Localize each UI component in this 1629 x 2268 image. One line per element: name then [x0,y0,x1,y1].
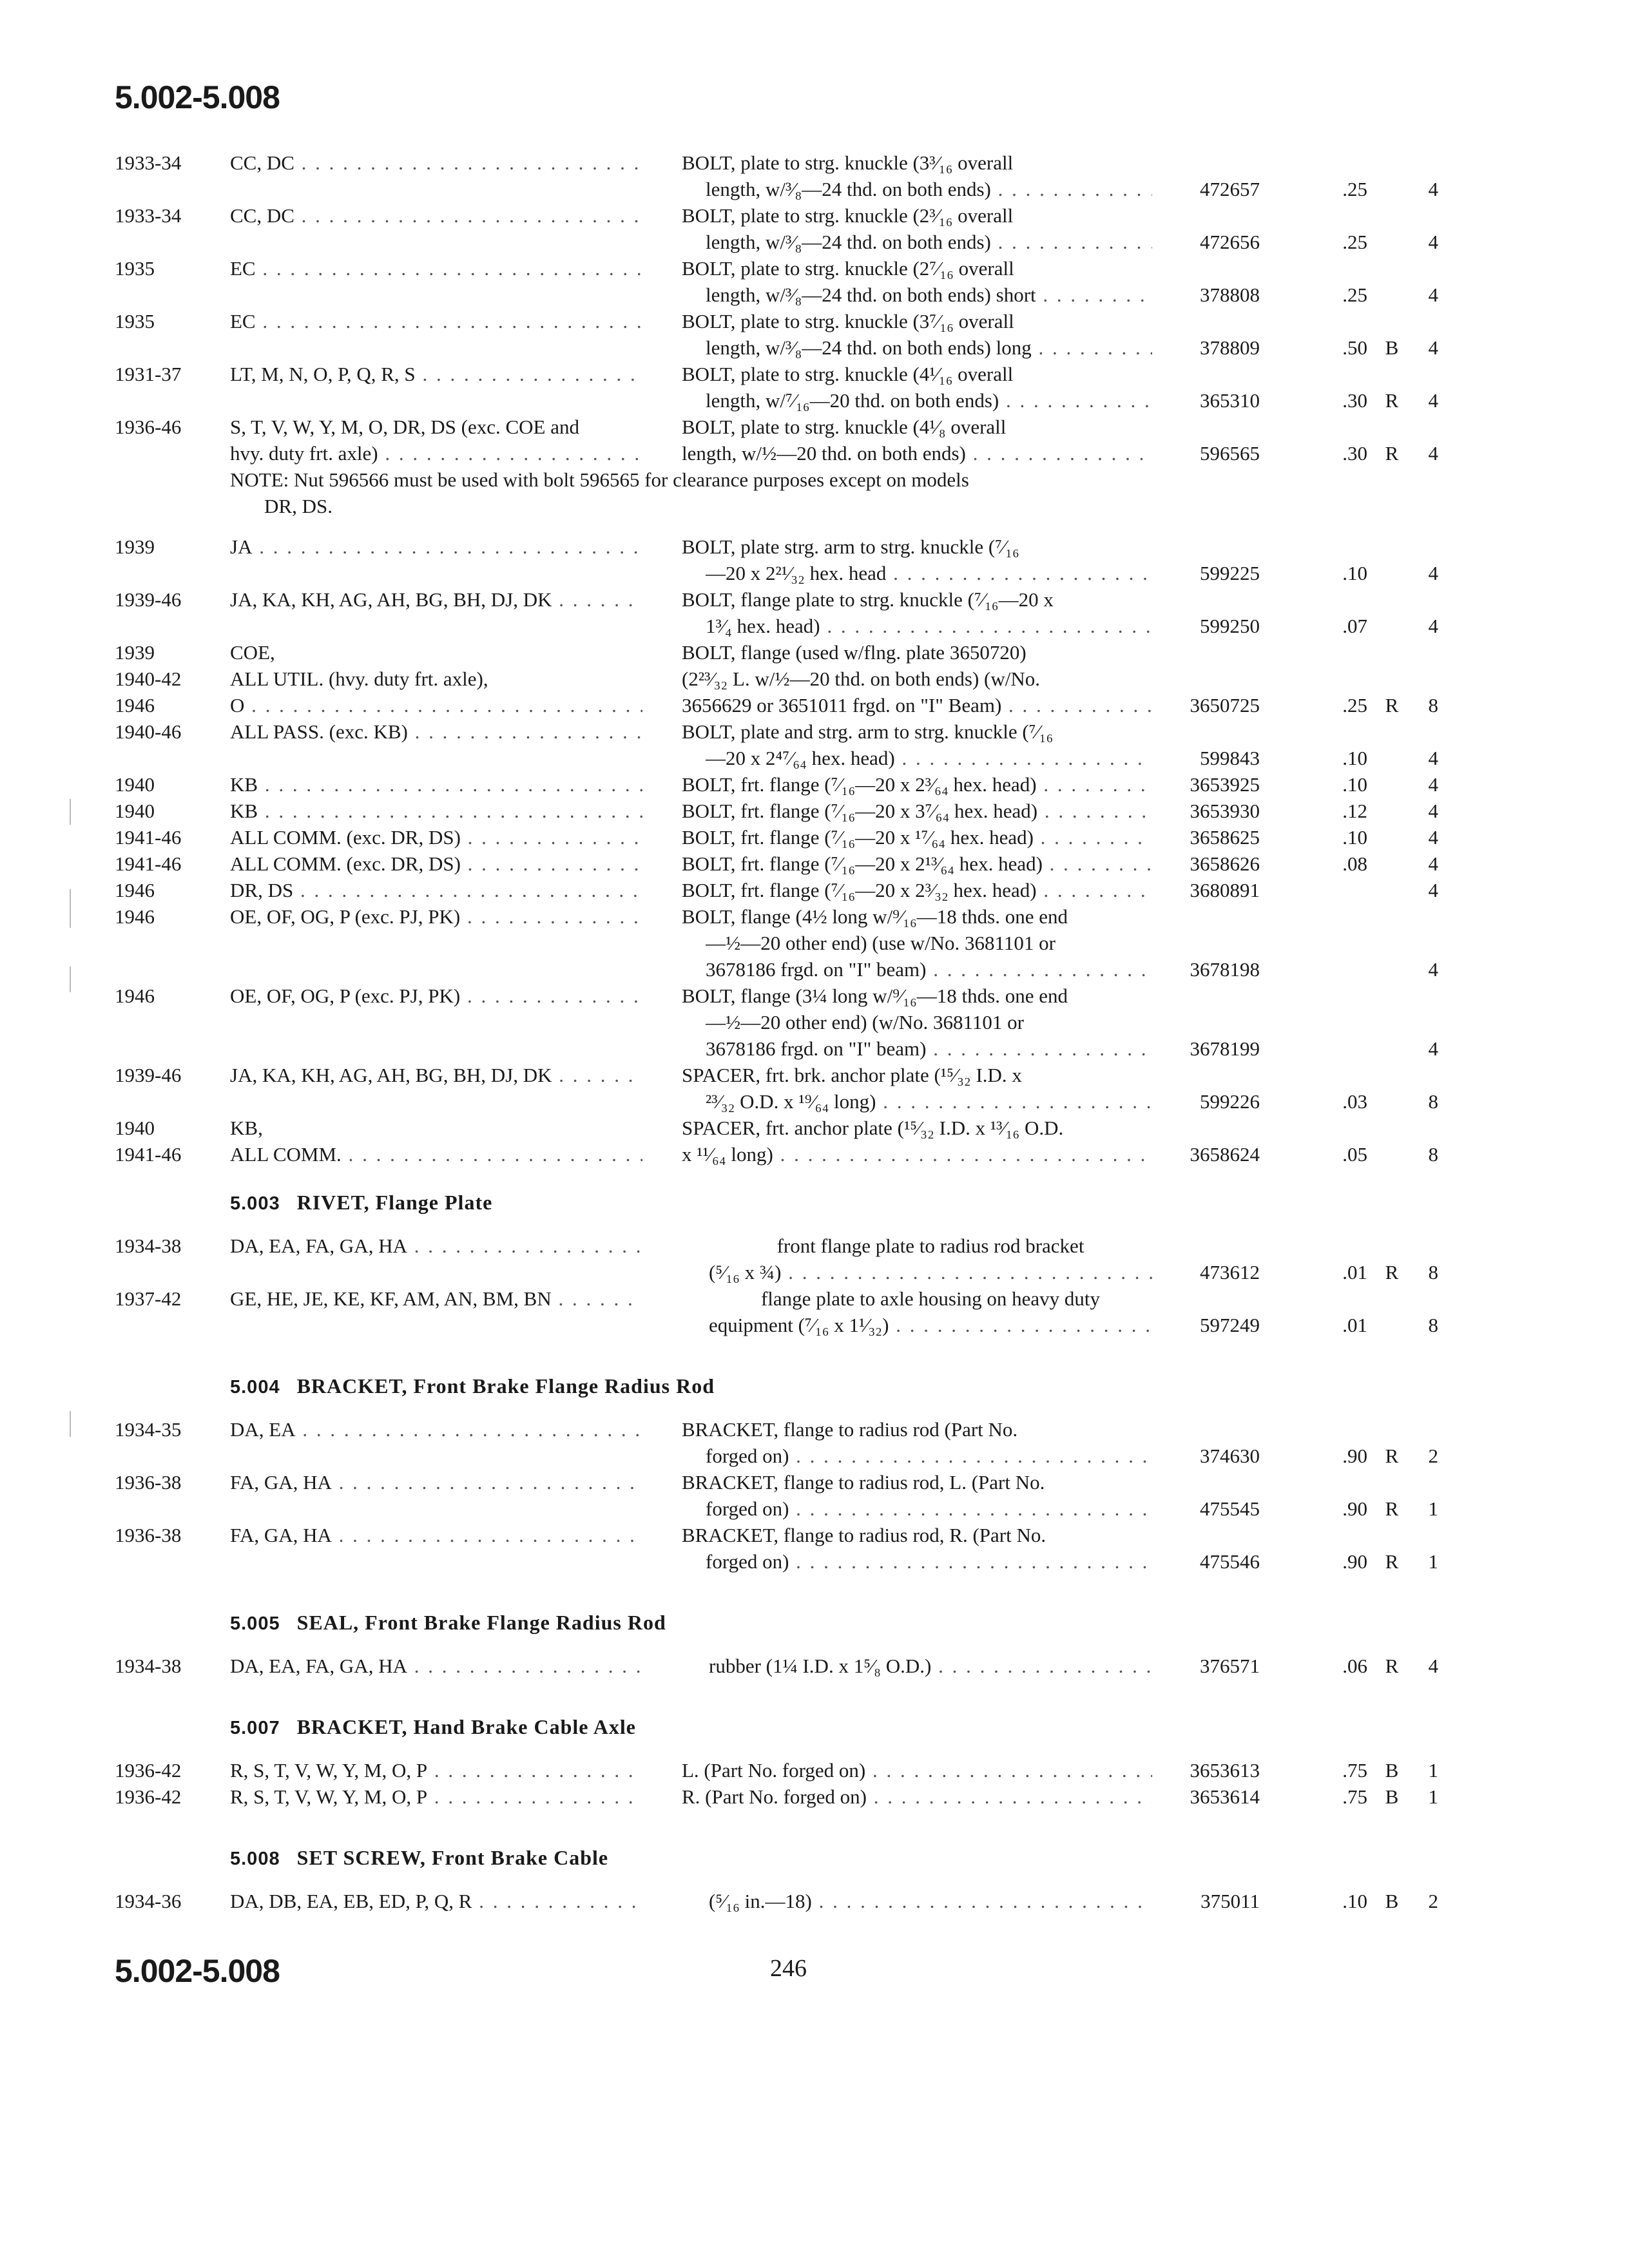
model-codes: DA, EA, FA, GA, HA . . . [230,1653,642,1680]
list-price: .01 [1342,1314,1367,1336]
quantity: 4 [1428,747,1438,769]
part-number: 475546 [1200,1550,1260,1573]
list-price: .75 [1342,1759,1367,1782]
part-description: 1³⁄₄ hex. head) . . . [706,613,1152,640]
model-codes: DA, DB, EA, EB, ED, P, Q, R . . . [230,1888,642,1915]
part-description: —½—20 other end) (w/No. 3681101 or [706,1011,1024,1033]
scan-mark [70,799,71,825]
price-code: R [1385,442,1399,465]
model-year: 1936-46 [115,416,182,438]
part-number: 597249 [1200,1314,1260,1336]
part-description: forged on) . . . [706,1495,1152,1523]
quantity: 2 [1428,1890,1438,1912]
part-number: 3658625 [1190,826,1260,849]
model-codes: JA, KA, KH, AG, AH, BG, BH, DJ, DK . . . [230,1062,642,1089]
model-year: 1941-46 [115,852,182,875]
model-codes: DA, EA . . . [230,1416,642,1443]
part-description: (⁵⁄₁₆ in.—18) . . . [709,1888,1152,1915]
part-number: 3680891 [1190,879,1260,901]
part-description: BOLT, frt. flange (⁷⁄₁₆—20 x ¹⁷⁄₆₄ hex. head) . . . [682,824,1152,851]
list-price: .90 [1342,1497,1367,1520]
catalog-line [0,1653,1629,1680]
part-description: —½—20 other end) (use w/No. 3681101 or [706,932,1055,954]
catalog-line [0,1443,1629,1470]
price-code: R [1385,389,1399,412]
catalog-line [0,586,1629,613]
part-number: 3653614 [1190,1785,1260,1808]
catalog-line [0,1285,1629,1312]
part-description: BOLT, frt. flange (⁷⁄₁₆—20 x 2³⁄₃₂ hex. head) . . . [682,877,1152,904]
catalog-line [0,149,1629,177]
quantity: 4 [1428,1037,1438,1060]
model-codes: EC . . . [230,308,642,335]
catalog-line [0,718,1629,745]
quantity: 8 [1428,1090,1438,1113]
catalog-line [0,1088,1629,1115]
quantity: 4 [1428,336,1438,359]
list-price: .08 [1342,852,1367,875]
quantity: 4 [1428,562,1438,584]
part-description: forged on) . . . [706,1443,1152,1470]
part-number: 596565 [1200,442,1260,465]
model-codes: S, T, V, W, Y, M, O, DR, DS (exc. COE and [230,416,579,438]
part-description: SPACER, frt. anchor plate (¹⁵⁄₃₂ I.D. x ¹³⁄₁₆ O.D. [682,1117,1064,1139]
model-codes: ALL COMM. (exc. DR, DS) . . . [230,850,642,878]
model-codes: KB . . . [230,798,642,825]
list-price: .30 [1342,389,1367,412]
model-codes: KB . . . [230,771,642,798]
quantity: 1 [1428,1785,1438,1808]
part-number: 3653925 [1190,773,1260,796]
section-title: BRACKET, Front Brake Flange Radius Rod [296,1374,715,1398]
model-year: 1946 [115,879,155,901]
catalog-line [0,1757,1629,1784]
model-year: 1934-38 [115,1655,182,1677]
part-description: R. (Part No. forged on) . . . [682,1783,1152,1811]
list-price: .50 [1342,336,1367,359]
model-year: 1939 [115,535,155,558]
model-year: 1939-46 [115,588,182,611]
catalog-line [0,1312,1629,1339]
list-price: .25 [1342,231,1367,253]
model-year: 1933-34 [115,151,182,174]
model-codes: LT, M, N, O, P, Q, R, S . . . [230,361,642,388]
section-number: 5.007 [230,1718,280,1738]
list-price: .10 [1342,826,1367,849]
catalog-line [0,613,1629,640]
catalog-line [0,1783,1629,1811]
part-number: 378809 [1200,336,1260,359]
list-price: .12 [1342,800,1367,822]
model-codes: CC, DC . . . [230,149,642,177]
list-price: .10 [1342,562,1367,584]
section-number: 5.005 [230,1613,280,1634]
model-year: 1941-46 [115,826,182,849]
catalog-line [0,229,1629,256]
model-codes: ALL COMM. . . . [230,1141,642,1168]
part-number: 3678199 [1190,1037,1260,1060]
quantity: 4 [1428,284,1438,306]
model-codes: CC, DC . . . [230,202,642,229]
part-description: length, w/⁷⁄₁₆—20 thd. on both ends) . . . [706,387,1152,414]
part-number: 3658626 [1190,852,1260,875]
section-heading [230,1611,666,1635]
part-description: BOLT, plate to strg. knuckle (4¹⁄₁₆ overall [682,363,1014,385]
part-description: BOLT, flange plate to strg. knuckle (⁷⁄₁₆—20 x [682,588,1054,611]
catalog-line [0,1141,1629,1168]
list-price: .01 [1342,1261,1367,1283]
model-year: 1937-42 [115,1287,182,1310]
part-number: 473612 [1200,1261,1260,1283]
section-heading [230,1374,715,1398]
part-description: BOLT, plate to strg. knuckle (4¹⁄₈ overall [682,416,1007,438]
model-codes: KB, [230,1117,263,1139]
section-number: 5.004 [230,1377,280,1398]
catalog-line [0,1035,1629,1062]
quantity: 1 [1428,1550,1438,1573]
part-description: SPACER, frt. brk. anchor plate (¹⁵⁄₃₂ I.D. x [682,1064,1022,1086]
model-year: 1940 [115,1117,155,1139]
part-number: 378808 [1200,284,1260,306]
price-code: R [1385,694,1399,716]
part-description: BOLT, plate strg. arm to strg. knuckle (⁷⁄₁₆ [682,535,1019,558]
page-footer: 5.002-5.008 [115,1953,280,1989]
price-code: R [1385,1261,1399,1283]
catalog-line [0,903,1629,930]
list-price: .07 [1342,615,1367,637]
part-description: BOLT, plate to strg. knuckle (3³⁄₁₆ overall [682,151,1014,174]
quantity: 8 [1428,1261,1438,1283]
model-codes: FA, GA, HA . . . [230,1522,642,1549]
catalog-line [0,414,1629,441]
catalog-line [0,666,1629,693]
catalog-line [0,1416,1629,1443]
catalog-line [0,930,1629,957]
part-number: 375011 [1200,1890,1260,1912]
part-description: BOLT, frt. flange (⁷⁄₁₆—20 x 2³⁄₆₄ hex. head) . . . [682,771,1152,798]
catalog-line [0,1259,1629,1286]
list-price: .30 [1342,442,1367,465]
catalog-line [0,877,1629,904]
part-description: 3678186 frgd. on "I" beam) . . . [706,1035,1152,1062]
part-description: front flange plate to radius rod bracket [776,1235,1084,1257]
catalog-line [0,956,1629,983]
list-price: .03 [1342,1090,1367,1113]
catalog-line [0,466,1629,494]
catalog-line [0,1495,1629,1523]
part-description: (⁵⁄₁₆ x ¾) . . . [709,1259,1152,1286]
part-description: (2²³⁄₃₂ L. w/½—20 thd. on both ends) (w/No. [682,668,1040,690]
part-number: 3653613 [1190,1759,1260,1782]
part-description: forged on) . . . [706,1548,1152,1575]
model-codes: OE, OF, OG, P (exc. PJ, PK) . . . [230,983,642,1010]
catalog-line [0,255,1629,282]
scan-mark [70,889,71,928]
model-codes: ALL PASS. (exc. KB) . . . [230,718,642,745]
quantity: 4 [1428,1655,1438,1677]
model-year: 1933-34 [115,204,182,227]
catalog-line [0,1009,1629,1036]
quantity: 4 [1428,958,1438,981]
part-description: BRACKET, flange to radius rod, R. (Part No. [682,1524,1046,1546]
list-price: .25 [1342,178,1367,200]
part-description: BOLT, plate to strg. knuckle (2³⁄₁₆ overall [682,204,1014,227]
quantity: 8 [1428,1314,1438,1336]
section-heading [230,1191,492,1215]
part-description: BOLT, flange (3¼ long w/⁹⁄₁₆—18 thds. one end [682,985,1068,1007]
quantity: 8 [1428,694,1438,716]
part-description: flange plate to axle housing on heavy duty [760,1287,1100,1310]
part-description: 3656629 or 3651011 frgd. on "I" Beam) . . . [682,692,1152,719]
part-number: 599226 [1200,1090,1260,1113]
section-title: SEAL, Front Brake Flange Radius Rod [296,1611,666,1634]
catalog-line [0,533,1629,561]
part-description: ²³⁄₃₂ O.D. x ¹⁹⁄₆₄ long) . . . [706,1088,1152,1115]
model-year: 1934-36 [115,1890,182,1912]
part-description: length, w/³⁄₈—24 thd. on both ends) . . . [706,176,1152,203]
model-codes: EC . . . [230,255,642,282]
model-codes: JA . . . [230,533,642,561]
model-codes: JA, KA, KH, AG, AH, BG, BH, DJ, DK . . . [230,586,642,613]
model-codes: COE, [230,641,275,664]
catalog-line [0,334,1629,361]
model-codes: DA, EA, FA, GA, HA . . . [230,1233,642,1260]
model-year: 1935 [115,257,155,280]
part-description: BOLT, frt. flange (⁷⁄₁₆—20 x 2¹³⁄₆₄ hex. head) . . . [682,850,1152,878]
section-title: RIVET, Flange Plate [296,1191,493,1214]
catalog-line [0,745,1629,772]
catalog-line [0,560,1629,587]
part-description: L. (Part No. forged on) . . . [682,1757,1152,1784]
quantity: 4 [1428,773,1438,796]
catalog-note: NOTE: Nut 596566 must be used with bolt 596565 for clearance purposes except on models [230,468,969,491]
catalog-line [0,1233,1629,1260]
catalog-note: DR, DS. [264,495,333,517]
page-number: 246 [770,1955,807,1982]
price-code: R [1385,1655,1399,1677]
model-year: 1946 [115,694,155,716]
catalog-line [0,1888,1629,1915]
price-code: B [1385,1785,1399,1808]
quantity: 1 [1428,1497,1438,1520]
part-number: 599250 [1200,615,1260,637]
catalog-line [0,639,1629,666]
model-year: 1936-42 [115,1759,182,1782]
part-description: rubber (1¼ I.D. x 1⁵⁄₈ O.D.) . . . [709,1653,1152,1680]
model-codes: hvy. duty frt. axle) . . . [230,440,642,467]
list-price: .90 [1342,1445,1367,1467]
price-code: B [1385,336,1399,359]
part-number: 3658624 [1190,1143,1260,1166]
part-description: —20 x 2⁴⁷⁄₆₄ hex. head) . . . [706,745,1152,772]
quantity: 4 [1428,178,1438,200]
model-codes: GE, HE, JE, KE, KF, AM, AN, BM, BN . . . [230,1285,642,1312]
part-description: —20 x 2²¹⁄₃₂ hex. head . . . [706,560,1152,587]
catalog-line [0,1548,1629,1575]
quantity: 8 [1428,1143,1438,1166]
catalog-line [0,1062,1629,1089]
part-description: x ¹¹⁄₆₄ long) . . . [682,1141,1152,1168]
part-description: length, w/½—20 thd. on both ends) . . . [682,440,1152,467]
model-codes: ALL UTIL. (hvy. duty frt. axle), [230,668,488,690]
list-price: .10 [1342,747,1367,769]
part-number: 475545 [1200,1497,1260,1520]
model-codes: R, S, T, V, W, Y, M, O, P . . . [230,1757,642,1784]
catalog-line [0,282,1629,309]
section-title: SET SCREW, Front Brake Cable [296,1846,609,1869]
quantity: 4 [1428,389,1438,412]
model-year: 1939-46 [115,1064,182,1086]
catalog-line [0,1522,1629,1549]
model-year: 1940 [115,773,155,796]
section-heading [230,1846,608,1870]
model-year: 1940-46 [115,720,182,743]
part-number: 472657 [1200,178,1260,200]
model-year: 1936-38 [115,1471,182,1494]
quantity: 4 [1428,231,1438,253]
catalog-line [0,176,1629,203]
model-year: 1940-42 [115,668,182,690]
part-number: 374630 [1200,1445,1260,1467]
list-price: .25 [1342,284,1367,306]
part-description: BOLT, plate to strg. knuckle (3⁷⁄₁₆ overall [682,310,1014,332]
catalog-line [0,202,1629,229]
part-description: BRACKET, flange to radius rod (Part No. [682,1418,1018,1441]
model-codes: ALL COMM. (exc. DR, DS) . . . [230,824,642,851]
model-codes: O . . . [230,692,642,719]
model-year: 1946 [115,905,155,928]
catalog-line [0,771,1629,798]
quantity: 4 [1428,442,1438,465]
part-description: equipment (⁷⁄₁₆ x 1¹⁄₃₂) . . . [709,1312,1152,1339]
part-description: BOLT, plate and strg. arm to strg. knuckle (⁷⁄₁₆ [682,720,1054,743]
part-number: 599225 [1200,562,1260,584]
model-year: 1934-35 [115,1418,182,1441]
catalog-line [0,387,1629,414]
part-number: 3650725 [1190,694,1260,716]
part-number: 3653930 [1190,800,1260,822]
catalog-line [0,361,1629,388]
price-code: R [1385,1550,1399,1573]
list-price: .25 [1342,694,1367,716]
section-heading [230,1715,636,1739]
model-year: 1935 [115,310,155,332]
part-description: length, w/³⁄₈—24 thd. on both ends) . . . [706,229,1152,256]
part-number: 3678198 [1190,958,1260,981]
catalog-line [0,692,1629,719]
catalog-line [0,798,1629,825]
scan-mark [70,1411,71,1437]
price-code: R [1385,1497,1399,1520]
section-number: 5.003 [230,1193,280,1214]
part-description: BOLT, plate to strg. knuckle (2⁷⁄₁₆ overall [682,257,1014,280]
list-price: .10 [1342,773,1367,796]
quantity: 2 [1428,1445,1438,1467]
quantity: 4 [1428,826,1438,849]
section-title: BRACKET, Hand Brake Cable Axle [296,1715,636,1738]
catalog-line [0,308,1629,335]
model-codes: OE, OF, OG, P (exc. PJ, PK) . . . [230,903,642,930]
list-price: .90 [1342,1550,1367,1573]
part-description: BOLT, flange (used w/flng. plate 3650720) [682,641,1027,664]
catalog-line [0,824,1629,851]
list-price: .75 [1342,1785,1367,1808]
part-number: 599843 [1200,747,1260,769]
part-description: BOLT, flange (4½ long w/⁹⁄₁₆—18 thds. one end [682,905,1068,928]
quantity: 4 [1428,800,1438,822]
model-codes: DR, DS . . . [230,877,642,904]
page-header: 5.002-5.008 [115,79,280,115]
part-description: length, w/³⁄₈—24 thd. on both ends) short . . . [706,282,1152,309]
section-number: 5.008 [230,1849,280,1869]
list-price: .05 [1342,1143,1367,1166]
quantity: 4 [1428,615,1438,637]
list-price: .06 [1342,1655,1367,1677]
model-year: 1940 [115,800,155,822]
catalog-line [0,1469,1629,1496]
part-description: 3678186 frgd. on "I" beam) . . . [706,956,1152,983]
list-price: .10 [1342,1890,1367,1912]
model-year: 1941-46 [115,1143,182,1166]
quantity: 4 [1428,852,1438,875]
model-codes: R, S, T, V, W, Y, M, O, P . . . [230,1783,642,1811]
catalog-line [0,440,1629,467]
model-year: 1939 [115,641,155,664]
price-code: B [1385,1759,1399,1782]
model-year: 1934-38 [115,1235,182,1257]
scan-mark [70,966,71,992]
catalog-line [0,493,1629,520]
model-year: 1936-38 [115,1524,182,1546]
model-year: 1946 [115,985,155,1007]
catalog-line [0,1115,1629,1142]
model-year: 1936-42 [115,1785,182,1808]
catalog-line [0,850,1629,878]
part-number: 472656 [1200,231,1260,253]
model-year: 1931-37 [115,363,182,385]
part-number: 376571 [1200,1655,1260,1677]
quantity: 4 [1428,879,1438,901]
part-description: BOLT, frt. flange (⁷⁄₁₆—20 x 3⁷⁄₆₄ hex. head) . . . [682,798,1152,825]
price-code: R [1385,1445,1399,1467]
part-number: 365310 [1200,389,1260,412]
price-code: B [1385,1890,1399,1912]
catalog-line [0,983,1629,1010]
part-description: BRACKET, flange to radius rod, L. (Part No. [682,1471,1045,1494]
model-codes: FA, GA, HA . . . [230,1469,642,1496]
quantity: 1 [1428,1759,1438,1782]
part-description: length, w/³⁄₈—24 thd. on both ends) long . . . [706,334,1152,361]
